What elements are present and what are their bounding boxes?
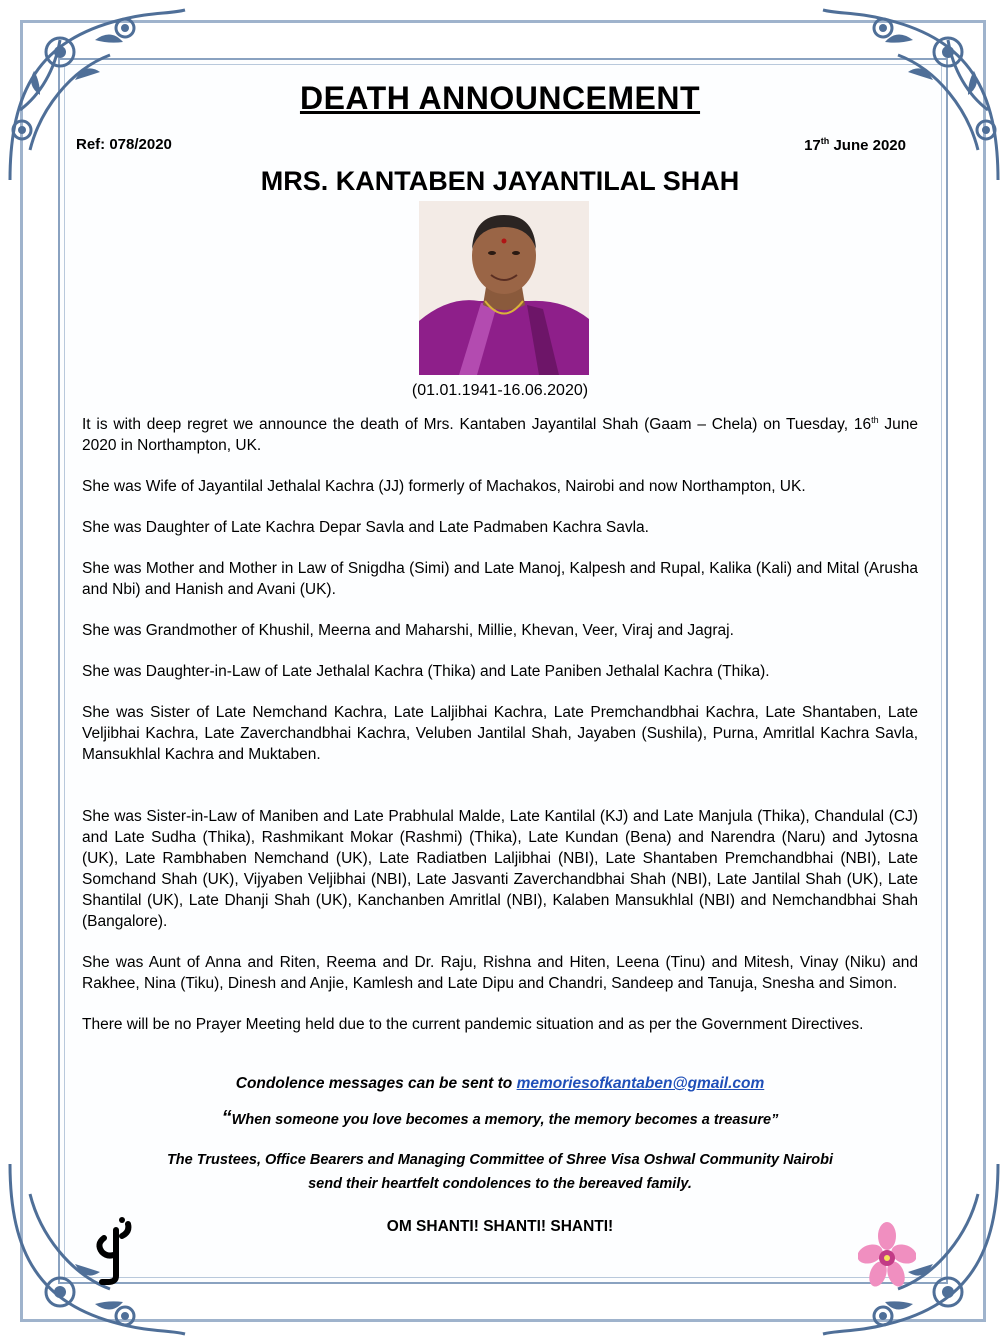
paragraph-death-notice: It is with deep regret we announce the death of Mrs. Kantaben Jayantilal Shah (Gaam – Chela) on Tuesday, 16th June 2020 in Northampton, UK. (82, 415, 918, 455)
announcement-title: DEATH ANNOUNCEMENT (299, 80, 701, 116)
memorial-quote: “When someone you love becomes a memory, the memory becomes a treasure” (221, 1107, 779, 1129)
portrait-photo (419, 201, 589, 375)
trustees-condolence (82, 1148, 918, 1196)
paragraph-aunt: She was Aunt of Anna and Riten, Reema and Dr. Raju, Rishna and Hiten, Leena (Tinu) and Mitesh, Vinay (Niku) and Rakhee, Nina (Tiku), Dinesh and Anjie, Kamlesh and Late Dipu and Chandri, Sandeep and Tanuja, Snesha and Simon. (82, 954, 918, 993)
paragraph-daughter: She was Daughter of Late Kachra Depar Savla and Late Padmaben Kachra Savla. (82, 519, 649, 537)
orchid-flower-icon (858, 1222, 916, 1288)
announcement-body (82, 410, 918, 1055)
condolence-email-link[interactable]: memoriesofkantaben@gmail.com (516, 1075, 765, 1092)
trustees-line-1: The Trustees, Office Bearers and Managing Committee of Shree Visa Oshwal Community Nairobi (166, 1152, 834, 1168)
closing-prayer: OM SHANTI! SHANTI! SHANTI! (386, 1218, 614, 1235)
paragraph-prayer-meeting: There will be no Prayer Meeting held due to the current pandemic situation and as per the Government Directives. (82, 1016, 864, 1034)
reference-number: Ref: 078/2020 (76, 136, 172, 153)
paragraph-mother: She was Mother and Mother in Law of Snigdha (Simi) and Late Manoj, Kalpesh and Rupal, Kalika (Kali) and Mital (Arusha and Nbi) and Hanish and Avani (UK). (82, 560, 918, 599)
paragraph-sister: She was Sister of Late Nemchand Kachra, Late Laljibhai Kachra, Late Premchandbhai Kachra, Late Shantaben, Late Veljibhai Kachra, Late Zaverchandbhai Kachra, Veluben Jantilal Shah, Jayaben (Sushila), Purna, Amritlal Kachra Savla, Mansukhlal Kachra and Muktaben. (82, 704, 918, 764)
paragraph-daughter-in-law: She was Daughter-in-Law of Late Jethalal Kachra (Thika) and Late Paniben Jethalal Kachra (Thika). (82, 663, 770, 681)
life-dates: (01.01.1941-16.06.2020) (411, 382, 589, 399)
jain-symbol-icon (92, 1214, 136, 1286)
paragraph-grandmother: She was Grandmother of Khushil, Meerna and Maharshi, Millie, Khevan, Veer, Viraj and Jagraj. (82, 622, 734, 640)
paragraph-sister-in-law: She was Sister-in-Law of Maniben and Late Prabhulal Malde, Late Kantilal (KJ) and Late Manjula (Thika), Chandulal (CJ) and Late Sudha (Thika), Rashmikant Mokar (Rashmi) (Thika), Late Kundan (Bena) and Narendra (Naru) and Jytosna (UK), Late Rambhaben Nemchand (UK), Late Radiatben Laljibhai (NBI), Late Shantaben Premchandbhai (NBI), Late Somchand Shah (UK), Vijyaben Veljibhai (NBI), Late Jasvanti Zaverchandbhai Shah (NBI), Late Jantilal Shah (UK), Late Shantilal (UK), Late Dhanji Shah (UK), Kanchanben Amritlal (NBI), Kalaben Mansukhlal (NBI) and Nemchandbhai Shah (Bangalore). (82, 808, 918, 931)
announcement-date: 17th June 2020 (804, 136, 906, 154)
trustees-line-2: send their heartfelt condolences to the bereaved family. (308, 1176, 692, 1192)
deceased-name: MRS. KANTABEN JAYANTILAL SHAH (260, 166, 740, 196)
condolence-line (82, 1075, 918, 1093)
condolence-label: Condolence messages can be sent to (235, 1075, 517, 1092)
paragraph-wife: She was Wife of Jayantilal Jethalal Kachra (JJ) formerly of Machakos, Nairobi and now Northampton, UK. (82, 478, 806, 496)
